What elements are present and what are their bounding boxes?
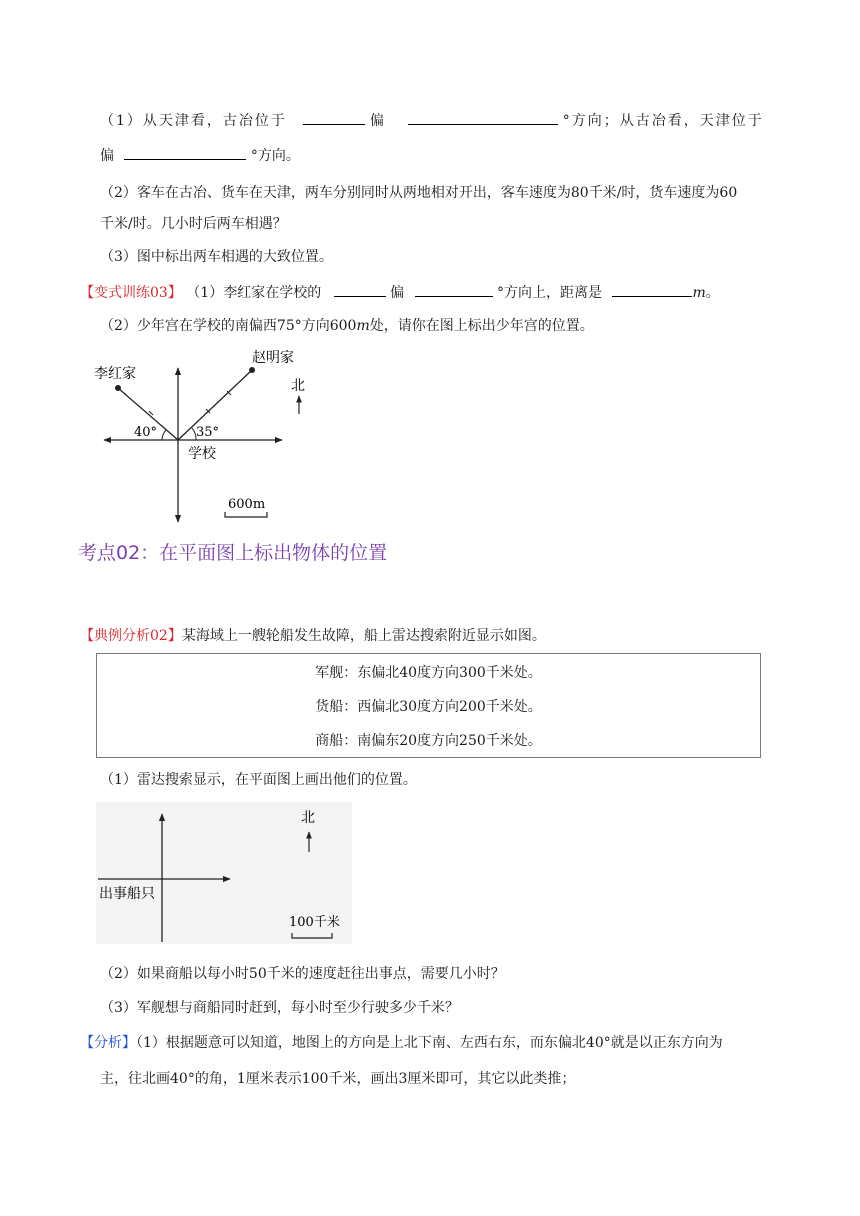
q1-blank-1[interactable] (303, 110, 365, 125)
analysis-tag: 【分析】 (80, 1035, 136, 1051)
variant-q2-after: 处，请你在图上标出少年宫的位置。 (369, 318, 594, 334)
analysis-line1 (80, 1033, 723, 1053)
scale-bar (225, 512, 267, 517)
point-lihong (115, 385, 121, 391)
label-scale: 100千米 (289, 915, 340, 930)
label-angle-right: 35° (196, 425, 220, 440)
label-angle-left: 40° (134, 425, 158, 440)
q1-blank-2[interactable] (408, 110, 558, 125)
q1-line2-suffix: °方向。 (250, 148, 300, 164)
variant-end: 。 (705, 285, 720, 301)
example-text: 某海域上一艘轮船发生故障，船上雷达搜索附近显示如图。 (181, 628, 546, 644)
q1-line1-mid1: 偏 (369, 113, 384, 129)
example-q1: （1）雷达搜索显示，在平面图上画出他们的位置。 (100, 772, 417, 788)
label-school: 学校 (188, 446, 216, 462)
variant-blank-3[interactable] (612, 282, 692, 297)
example-tag: 【典例分析02】 (80, 628, 182, 644)
q1-line2-prefix: 偏 (100, 148, 114, 164)
variant-q2-unit: m (356, 318, 370, 334)
label-scale: 600m (228, 497, 266, 512)
variant-q2-before: （2）少年宫在学校的南偏西75°方向600 (100, 318, 357, 334)
example-q3: （3）军舰想与商船同时赶到，每小时至少行驶多少千米？ (100, 1000, 459, 1016)
point-zhaoming (249, 367, 255, 373)
q2-line1: （2）客车在古冶、货车在天津，两车分别同时从两地相对开出，客车速度为80千米/时，货车速度为60 (100, 185, 738, 201)
radar-row-warship: 军舰：东偏北40度方向300千米处。 (315, 665, 542, 681)
q1-blank-3[interactable] (124, 145, 246, 160)
q1-line1-prefix: （1）从天津看，古冶位于 (100, 113, 287, 129)
label-ship: 出事船只 (99, 886, 155, 902)
section-title: 考点02：在平面图上标出物体的位置 (78, 542, 388, 564)
variant-q2 (100, 316, 594, 336)
analysis-line2: 主，往北画40°的角，1厘米表示100千米，画出3厘米即可，其它以此类推； (100, 1071, 576, 1087)
variant-unit: m (692, 285, 706, 301)
q1-line1 (100, 110, 764, 131)
school-direction-figure (92, 342, 324, 524)
example-line (80, 626, 546, 646)
q3-line1: （3）图中标出两车相遇的大致位置。 (100, 249, 333, 265)
q2-line2: 千米/时。几小时后两车相遇？ (100, 216, 287, 232)
radar-plane-figure (96, 802, 352, 944)
label-north: 北 (291, 378, 305, 394)
radar-info-box (96, 653, 761, 758)
angle-arc-left (162, 430, 166, 440)
variant-blank-2[interactable] (415, 282, 493, 297)
q1-line1-mid2: °方向；从古冶看，天津位于 (562, 113, 764, 129)
radar-row-cargo: 货船：西偏北30度方向200千米处。 (315, 699, 542, 715)
analysis-text1: （1）根据题意可以知道，地图上的方向是上北下南、左西右东，而东偏北40°就是以正东方向为 (136, 1035, 723, 1051)
label-north: 北 (301, 810, 315, 826)
radar-row-merchant: 商船：南偏东20度方向250千米处。 (315, 733, 542, 749)
variant-text1: （1）李红家在学校的 (186, 285, 322, 301)
variant-text3: °方向上，距离是 (497, 285, 603, 301)
q1-line2 (100, 145, 300, 166)
variant-line1 (80, 282, 720, 303)
label-lihong: 李红家 (94, 366, 136, 382)
tick-lihong (149, 411, 153, 415)
variant-text2: 偏 (390, 285, 405, 301)
variant-blank-1[interactable] (334, 282, 386, 297)
example-q2: （2）如果商船以每小时50千米的速度赶往出事点，需要几小时？ (100, 966, 505, 982)
variant-tag: 【变式训练03】 (80, 285, 182, 301)
label-zhaoming: 赵明家 (252, 350, 294, 366)
